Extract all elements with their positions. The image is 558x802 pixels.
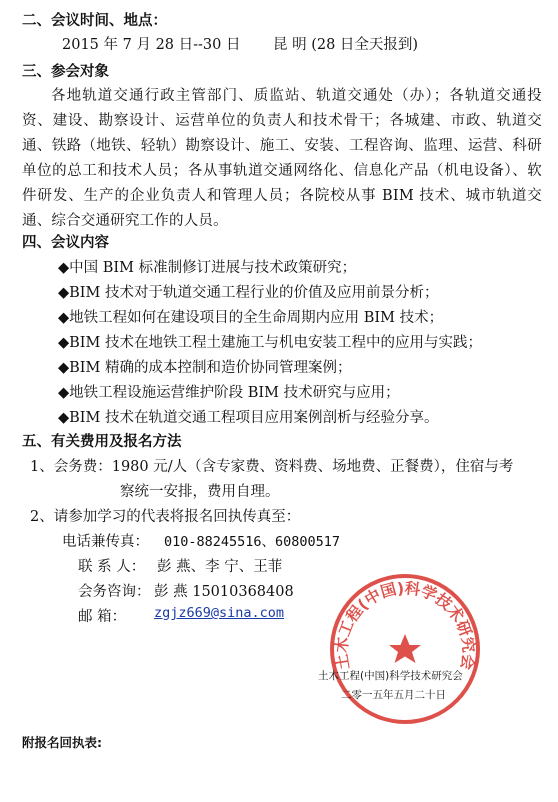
- contact-label: 联 系 人：: [78, 559, 146, 575]
- consult-value: 彭 燕 15010368408: [154, 584, 294, 600]
- meeting-date: 2015 年 7 月 28 日--30 日: [62, 37, 241, 53]
- register-instruction: 2、请参加学习的代表将报名回执传真至：: [30, 509, 301, 525]
- stamp-star-icon: [389, 634, 421, 663]
- signature-date: 二零一五年五月二十日: [341, 689, 446, 701]
- fee-line-2: 察统一安排，费用自理。: [120, 484, 280, 500]
- email-link[interactable]: zgjz669@sina.com: [154, 605, 285, 621]
- content-item: ◆BIM 技术对于轨道交通工程行业的价值及应用前景分析；: [58, 285, 439, 301]
- phone-value: 010-88245516、60800517: [164, 534, 341, 550]
- content-item: ◆中国 BIM 标准制修订进展与技术政策研究；: [58, 260, 357, 276]
- contact-value: 彭 燕、李 宁、王菲: [157, 559, 283, 575]
- fee-line-1: 1、会务费：1980 元/人（含专家费、资料费、场地费、正餐费），住宿与考: [30, 459, 514, 475]
- content-item: ◆BIM 精确的成本控制和造价协同管理案例；: [58, 360, 352, 376]
- official-stamp: [328, 572, 482, 726]
- attendees-paragraph: 各地轨道交通行政主管部门、质监站、轨道交通处（办）；各轨道交通投资、建设、勘察设计、运营单位的负责人和技术骨干；各城建、市政、轨道交通、铁路（地铁、轻轨）勘察设计、施工、安装、工程咨询、监理、运营、科研单位的总工和技术人员；各从事轨道交通网络化、信息化产品（机电设备）、软件研发、生产的企业负责人和管理人员；各院校从事 BIM 技术、城市轨道交通、综合交通研究工作的人员。: [22, 88, 542, 229]
- content-item: ◆BIM 技术在地铁工程土建施工与机电安装工程中的应用与实践；: [58, 335, 482, 351]
- signature-org: 土木工程(中国)科学技术研究会: [318, 670, 463, 682]
- content-item: ◆地铁工程如何在建设项目的全生命周期内应用 BIM 技术；: [58, 310, 444, 326]
- section2-heading: 二、会议时间、地点：: [22, 13, 167, 29]
- phone-label: 电话兼传真：: [62, 534, 149, 550]
- attachment-note: 附报名回执表:: [22, 735, 102, 750]
- content-item: ◆地铁工程设施运营维护阶段 BIM 技术研究与应用；: [58, 385, 400, 401]
- section4-heading: 四、会议内容: [22, 235, 109, 251]
- stamp-arc-text: 土木工程(中国)科学技术研究会: [332, 579, 478, 671]
- content-item: ◆BIM 技术在轨道交通工程项目应用案例剖析与经验分享。: [58, 410, 439, 426]
- meeting-place: 昆 明 (28 日全天报到): [273, 37, 419, 53]
- section3-heading: 三、参会对象: [22, 64, 109, 80]
- consult-label: 会务咨询：: [78, 584, 151, 600]
- email-label: 邮 箱：: [78, 609, 127, 625]
- section5-heading: 五、有关费用及报名方法: [22, 434, 182, 450]
